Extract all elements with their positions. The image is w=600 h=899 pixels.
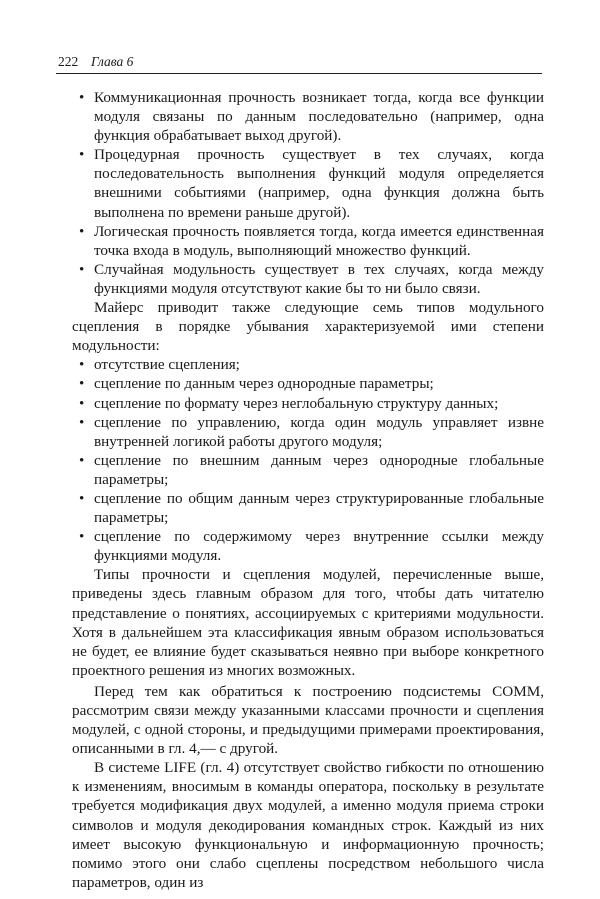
- strength-list: [72, 88, 544, 298]
- bullet-icon: •: [79, 146, 85, 164]
- chapter-title: Глава 6: [91, 54, 134, 69]
- page-body: [72, 88, 544, 892]
- list-item-text: сцепление по общим данным через структурированные глобальные параметры;: [94, 489, 544, 527]
- page-header: [56, 50, 542, 72]
- list-item: [74, 527, 544, 565]
- bullet-icon: •: [79, 356, 85, 374]
- bullet-icon: •: [79, 489, 85, 507]
- list-item-text: Процедурная прочность существует в тех случаях, когда последовательность выполнения функций модуля определяется внешними событиями (например, одна функция должна быть выполнена по времени раньше другой).: [94, 146, 544, 221]
- bullet-icon: •: [79, 413, 85, 431]
- body-paragraph: Перед тем как обратиться к построению подсистемы COMM, рассмотрим связи между указанными классами прочности и сцепления модулей, с одной стороны, и предыдущими примерами проектирования, описанными в гл. 4,— с другой.: [72, 682, 544, 758]
- bullet-icon: •: [79, 222, 85, 240]
- bullet-icon: •: [79, 451, 85, 469]
- list-item: [74, 489, 544, 527]
- bullet-icon: •: [79, 260, 85, 278]
- list-item-text: отсутствие сцепления;: [94, 356, 240, 374]
- list-item: [74, 145, 544, 221]
- coupling-list: [72, 355, 544, 565]
- list-item-text: Случайная модульность существует в тех случаях, когда между функциями модуля отсутствуют какие бы то ни было связи.: [94, 260, 544, 297]
- list-item-text: сцепление по содержимому через внутренние ссылки между функциями модуля.: [94, 528, 544, 565]
- list-item-text: сцепление по внешним данным через однородные глобальные параметры;: [94, 451, 544, 488]
- list-item-text: Логическая прочность появляется тогда, когда имеется единственная точка входа в модуль, выполняющий множество функций.: [94, 222, 544, 259]
- page-number: 222: [58, 54, 79, 69]
- bullet-icon: •: [79, 394, 85, 412]
- list-item: [74, 222, 544, 260]
- list-item-text: сцепление по управлению, когда один модуль управляет извне внутренней логикой работы другого модуля;: [94, 413, 544, 450]
- list-item: [74, 260, 544, 298]
- list-item: [74, 355, 544, 374]
- bullet-icon: •: [79, 89, 85, 106]
- list-item-text: сцепление по формату через неглобальную структуру данных;: [94, 394, 499, 412]
- list-item-text: сцепление по данным через однородные параметры;: [94, 375, 434, 393]
- body-paragraph: Типы прочности и сцепления модулей, перечисленные выше, приведены здесь главным образом для того, чтобы дать читателю представление о понятиях, ассоциируемых с критериями модульности. Хотя в дальнейшем эта классификация явным образом использоваться не будет, ее влияние будет сказываться неявно при выборе конкретного проектного решения из многих возможных.: [72, 566, 544, 679]
- list-item: [74, 413, 544, 451]
- list-item: [74, 394, 544, 413]
- coupling-intro: Майерс приводит также следующие семь типов модульного сцепления в порядке убывания характеризуемой ими степени модульности:: [72, 299, 544, 355]
- header-rule: [56, 73, 542, 74]
- list-item: [74, 88, 544, 145]
- list-item: [74, 374, 544, 393]
- bullet-icon: •: [79, 528, 85, 546]
- list-item: [74, 451, 544, 489]
- body-paragraph: В системе LIFE (гл. 4) отсутствует свойство гибкости по отношению к изменениям, вносимым в команды оператора, поскольку в результате требуется модификация двух модулей, а именно модуля приема строки символов и модуля декодирования командных строк. Каждый из них имеет высокую функциональную и информационную прочность; помимо этого они слабо сцеплены посредством небольшого числа параметров, один из: [72, 759, 544, 891]
- list-item-text: Коммуникационная прочность возникает тогда, когда все функции модуля связаны по данным последовательно (например, одна функция обрабатывает выход другой).: [94, 89, 544, 145]
- bullet-icon: •: [79, 375, 85, 393]
